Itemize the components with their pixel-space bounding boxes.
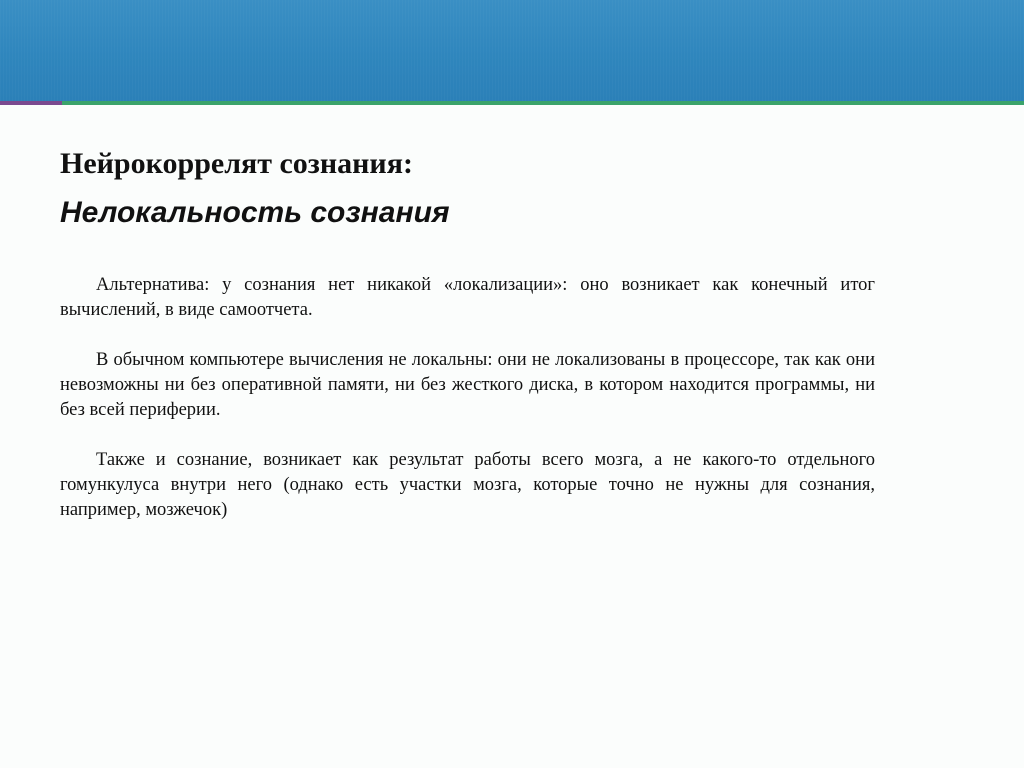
slide-content (60, 140, 875, 548)
paragraph-alternative: Альтернатива: у сознания нет никакой «локализации»: оно возникает как конечный итог вычислений, в виде самоотчета. (60, 275, 875, 320)
slide-title: Нейрокоррелят сознания: (60, 147, 413, 180)
paragraph-whole-brain: Также и сознание, возникает как результат работы всего мозга, а не какого-то отдельного гомункулуса внутри него (однако есть участки мозга, которые точно не нужны для сознания, например, мозжечок) (60, 450, 875, 520)
header-accent-line-left (0, 101, 62, 105)
header-texture (0, 0, 1024, 101)
paragraph-computer-analogy: В обычном компьютере вычисления не локальны: они не локализованы в процессоре, так как они невозможны ни без оперативной памяти, ни без жесткого диска, в котором находится программы, ни без всей периферии. (60, 350, 875, 420)
slide-subtitle: Нелокальность сознания (60, 196, 450, 229)
slide-body (60, 273, 875, 523)
header-band (0, 0, 1024, 101)
header-accent-line (0, 101, 1024, 105)
